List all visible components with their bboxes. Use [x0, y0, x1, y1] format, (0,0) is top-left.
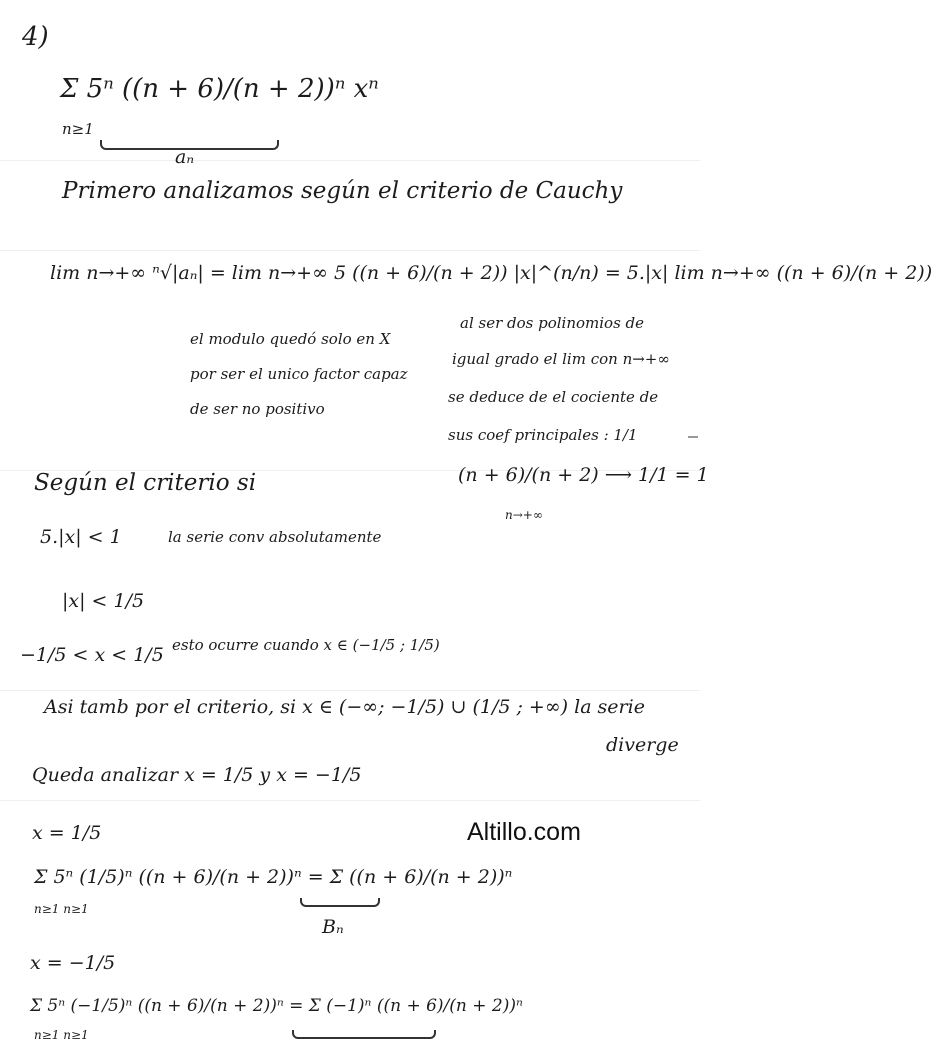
- divergence-word: diverge: [606, 734, 679, 756]
- case-negative: x = −1/5: [30, 952, 116, 974]
- note-left-3: de ser no positivo: [190, 400, 325, 418]
- case-positive-label: Bₙ: [322, 916, 344, 938]
- underbrace-b: [300, 898, 380, 907]
- interval: −1/5 < x < 1/5: [20, 644, 164, 666]
- note-right-3: se deduce de el cociente de: [448, 388, 659, 406]
- criterion-intro: Según el criterio si: [34, 470, 257, 496]
- case-positive-series: Σ 5ⁿ (1/5)ⁿ ((n + 6)/(n + 2))ⁿ = Σ ((n + 6)/(n + 2))ⁿ: [34, 866, 513, 888]
- ratio-limit: (n + 6)/(n + 2) ⟶ 1/1 = 1: [458, 464, 709, 486]
- ratio-limit-sub: n→+∞: [505, 508, 543, 522]
- note-left-2: por ser el unico factor capaz: [190, 365, 408, 383]
- intro-line: Primero analizamos según el criterio de Cauchy: [62, 178, 623, 204]
- cauchy-limit: lim n→+∞ ⁿ√|aₙ| = lim n→+∞ 5 ((n + 6)/(n + 2)) |x|^(n/n) = 5.|x| lim n→+∞ ((n + 6)/(n + 2)): [50, 262, 932, 284]
- condition-result: la serie conv absolutamente: [168, 528, 382, 546]
- note-left-1: el modulo quedó solo en X: [190, 330, 391, 348]
- series-index: n≥1: [62, 120, 94, 138]
- abs-x: |x| < 1/5: [62, 590, 145, 612]
- note-right-2: igual grado el lim con n→+∞: [452, 350, 670, 368]
- case-negative-series: Σ 5ⁿ (−1/5)ⁿ ((n + 6)/(n + 2))ⁿ = Σ (−1)ⁿ ((n + 6)/(n + 2))ⁿ: [30, 996, 523, 1016]
- note-right-4: sus coef principales : 1/1: [448, 426, 638, 444]
- problem-number: 4): [22, 22, 49, 52]
- margin-mark: [688, 436, 698, 438]
- watermark: Altillo.com: [467, 818, 581, 846]
- remaining-cases: Queda analizar x = 1/5 y x = −1/5: [32, 764, 362, 786]
- case-positive: x = 1/5: [32, 822, 102, 844]
- term-label: aₙ: [175, 146, 195, 168]
- case-negative-index: n≥1 n≥1: [34, 1028, 89, 1042]
- note-right-1: al ser dos polinomios de: [460, 314, 645, 332]
- divergence-line: Asi tamb por el criterio, si x ∈ (−∞; −1/5) ∪ (1/5 ; +∞) la serie: [44, 696, 645, 718]
- series-expression: Σ 5ⁿ ((n + 6)/(n + 2))ⁿ xⁿ: [60, 74, 379, 104]
- case-positive-index: n≥1 n≥1: [34, 902, 89, 916]
- interval-note: esto ocurre cuando x ∈ (−1/5 ; 1/5): [172, 636, 440, 654]
- condition: 5.|x| < 1: [40, 526, 122, 548]
- underbrace-c: [292, 1030, 436, 1039]
